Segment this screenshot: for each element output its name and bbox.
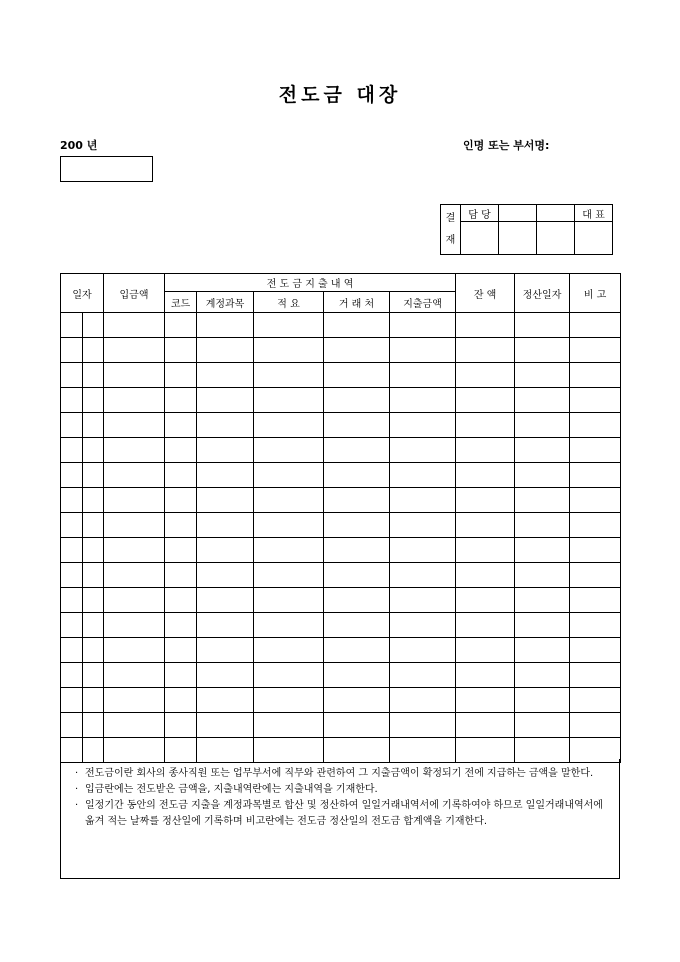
cell-settle-date[interactable] [515,538,570,563]
approval-sign-2[interactable] [499,222,537,255]
cell-account[interactable] [197,488,254,513]
cell-deposit[interactable] [104,338,165,363]
cell-day[interactable] [83,613,104,638]
cell-settle-date[interactable] [515,388,570,413]
cell-balance[interactable] [456,388,515,413]
ledger-row [61,438,621,463]
cell-account[interactable] [197,463,254,488]
cell-expense-amount[interactable] [390,413,456,438]
cell-day[interactable] [83,363,104,388]
header-code: 코드 [165,292,197,313]
cell-account[interactable] [197,663,254,688]
cell-settle-date[interactable] [515,663,570,688]
cell-settle-date[interactable] [515,713,570,738]
cell-remarks[interactable] [570,638,621,663]
cell-summary[interactable] [254,613,324,638]
cell-deposit[interactable] [104,713,165,738]
cell-account[interactable] [197,438,254,463]
cell-day[interactable] [83,338,104,363]
cell-expense-amount[interactable] [390,388,456,413]
cell-settle-date[interactable] [515,688,570,713]
cell-code[interactable] [165,438,197,463]
cell-month[interactable] [61,488,83,513]
cell-month[interactable] [61,588,83,613]
cell-remarks[interactable] [570,438,621,463]
cell-summary[interactable] [254,413,324,438]
cell-month[interactable] [61,513,83,538]
cell-expense-amount[interactable] [390,313,456,338]
cell-settle-date[interactable] [515,413,570,438]
cell-expense-amount[interactable] [390,363,456,388]
cell-month[interactable] [61,713,83,738]
cell-remarks[interactable] [570,363,621,388]
cell-deposit[interactable] [104,588,165,613]
cell-account[interactable] [197,388,254,413]
cell-summary[interactable] [254,663,324,688]
name-or-department-label: 인명 또는 부서명: [463,139,550,152]
cell-summary[interactable] [254,688,324,713]
cell-code[interactable] [165,463,197,488]
cell-settle-date[interactable] [515,563,570,588]
cell-summary[interactable] [254,363,324,388]
cell-month[interactable] [61,688,83,713]
approval-side-label-1: 결 [445,212,456,224]
cell-account[interactable] [197,338,254,363]
cell-expense-amount[interactable] [390,513,456,538]
cell-code[interactable] [165,363,197,388]
cell-day[interactable] [83,638,104,663]
note-item [75,766,609,782]
cell-summary[interactable] [254,313,324,338]
cell-remarks[interactable] [570,463,621,488]
note-text: 일정기간 동안의 전도금 지출을 계정과목별로 합산 및 정산하여 일일거래내역서에 기록하여야 하므로 일일거래내역서에 옮겨 적는 날짜를 정산일에 기록하며 비고란에는 전도금 정산일의 전도금 합계액을 기재한다. [85,800,603,827]
cell-day[interactable] [83,713,104,738]
cell-remarks[interactable] [570,513,621,538]
cell-month[interactable] [61,438,83,463]
cell-settle-date[interactable] [515,588,570,613]
cell-deposit[interactable] [104,488,165,513]
cell-balance[interactable] [456,563,515,588]
cell-balance[interactable] [456,613,515,638]
ledger-table [60,273,621,763]
cell-summary[interactable] [254,488,324,513]
cell-vendor[interactable] [324,463,390,488]
ledger-row [61,688,621,713]
cell-balance[interactable] [456,463,515,488]
cell-day[interactable] [83,388,104,413]
cell-vendor[interactable] [324,688,390,713]
cell-expense-amount[interactable] [390,463,456,488]
ledger-row [61,613,621,638]
header-expense-group: 전 도 금 지 출 내 역 [165,274,456,292]
cell-vendor[interactable] [324,363,390,388]
cell-day[interactable] [83,663,104,688]
cell-settle-date[interactable] [515,338,570,363]
cell-vendor[interactable] [324,413,390,438]
cell-vendor[interactable] [324,713,390,738]
cell-account[interactable] [197,563,254,588]
cell-remarks[interactable] [570,313,621,338]
cell-balance[interactable] [456,513,515,538]
cell-month[interactable] [61,313,83,338]
note-bullet: · [75,768,79,779]
cell-account[interactable] [197,613,254,638]
cell-remarks[interactable] [570,663,621,688]
cell-settle-date[interactable] [515,638,570,663]
cell-summary[interactable] [254,513,324,538]
cell-vendor[interactable] [324,488,390,513]
cell-balance[interactable] [456,688,515,713]
header-summary: 적 요 [254,292,324,313]
cell-day[interactable] [83,513,104,538]
note-item [75,782,609,798]
cell-vendor[interactable] [324,663,390,688]
cell-expense-amount[interactable] [390,688,456,713]
cell-settle-date[interactable] [515,488,570,513]
cell-vendor[interactable] [324,588,390,613]
ledger-row [61,713,621,738]
cell-vendor[interactable] [324,438,390,463]
cell-account[interactable] [197,513,254,538]
cell-balance[interactable] [456,313,515,338]
cell-day[interactable] [83,438,104,463]
cell-code[interactable] [165,563,197,588]
cell-month[interactable] [61,613,83,638]
cell-settle-date[interactable] [515,613,570,638]
cell-deposit[interactable] [104,513,165,538]
cell-expense-amount[interactable] [390,638,456,663]
note-text: 전도금이란 회사의 종사직원 또는 업무부서에 직무와 관련하여 그 지출금액이 확정되기 전에 지급하는 금액을 말한다. [85,768,594,779]
cell-expense-amount[interactable] [390,538,456,563]
approval-sign-3[interactable] [537,222,575,255]
cell-code[interactable] [165,488,197,513]
cell-month[interactable] [61,663,83,688]
cell-account[interactable] [197,538,254,563]
cell-expense-amount[interactable] [390,588,456,613]
ledger-row [61,663,621,688]
cell-vendor[interactable] [324,638,390,663]
cell-account[interactable] [197,363,254,388]
cell-remarks[interactable] [570,688,621,713]
cell-code[interactable] [165,338,197,363]
cell-balance[interactable] [456,663,515,688]
cell-settle-date[interactable] [515,313,570,338]
cell-day[interactable] [83,688,104,713]
cell-deposit[interactable] [104,563,165,588]
header-expense-amount: 지출금액 [390,292,456,313]
cell-balance[interactable] [456,488,515,513]
cell-month[interactable] [61,338,83,363]
header-date: 일자 [61,274,104,313]
cell-deposit[interactable] [104,538,165,563]
cell-deposit[interactable] [104,463,165,488]
ledger-row [61,413,621,438]
cell-vendor[interactable] [324,338,390,363]
note-bullet: · [75,800,79,811]
cell-deposit[interactable] [104,638,165,663]
notes-box [60,759,620,879]
cell-month[interactable] [61,413,83,438]
cell-deposit[interactable] [104,438,165,463]
header-deposit: 입금액 [104,274,165,313]
cell-balance[interactable] [456,538,515,563]
cell-code[interactable] [165,388,197,413]
cell-account[interactable] [197,638,254,663]
cell-summary[interactable] [254,388,324,413]
cell-summary[interactable] [254,588,324,613]
ledger-row [61,388,621,413]
approval-side-label [441,205,461,255]
header-account: 계정과목 [197,292,254,313]
cell-account[interactable] [197,313,254,338]
cell-summary[interactable] [254,638,324,663]
note-bullet: · [75,784,79,795]
ledger-row [61,563,621,588]
cell-code[interactable] [165,588,197,613]
approval-box [440,204,613,255]
cell-settle-date[interactable] [515,363,570,388]
cell-summary[interactable] [254,563,324,588]
cell-summary[interactable] [254,438,324,463]
ledger-row [61,338,621,363]
cell-remarks[interactable] [570,488,621,513]
cell-settle-date[interactable] [515,513,570,538]
cell-deposit[interactable] [104,413,165,438]
cell-balance[interactable] [456,438,515,463]
note-item [75,798,609,830]
cell-vendor[interactable] [324,388,390,413]
cell-day[interactable] [83,588,104,613]
note-text: 입금란에는 전도받은 금액을, 지출내역란에는 지출내역을 기재한다. [85,784,378,795]
cell-code[interactable] [165,538,197,563]
cell-day[interactable] [83,413,104,438]
approval-side-label-2: 재 [445,234,456,246]
cell-deposit[interactable] [104,388,165,413]
cell-summary[interactable] [254,538,324,563]
cell-balance[interactable] [456,363,515,388]
cell-account[interactable] [197,713,254,738]
ledger-row [61,538,621,563]
cell-expense-amount[interactable] [390,613,456,638]
ledger-row [61,588,621,613]
cell-account[interactable] [197,688,254,713]
cell-remarks[interactable] [570,713,621,738]
cell-code[interactable] [165,413,197,438]
cell-month[interactable] [61,638,83,663]
cell-month[interactable] [61,538,83,563]
approval-sign-staff[interactable] [461,222,499,255]
cell-deposit[interactable] [104,313,165,338]
cell-remarks[interactable] [570,538,621,563]
cell-code[interactable] [165,663,197,688]
cell-deposit[interactable] [104,613,165,638]
header-vendor: 거 래 처 [324,292,390,313]
cell-day[interactable] [83,538,104,563]
cell-vendor[interactable] [324,538,390,563]
cell-month[interactable] [61,363,83,388]
cell-expense-amount[interactable] [390,663,456,688]
cell-code[interactable] [165,688,197,713]
cell-settle-date[interactable] [515,438,570,463]
cell-expense-amount[interactable] [390,338,456,363]
cell-day[interactable] [83,463,104,488]
approval-head-3 [537,205,575,222]
cell-balance[interactable] [456,713,515,738]
cell-day[interactable] [83,313,104,338]
cell-code[interactable] [165,638,197,663]
ledger-row [61,638,621,663]
cell-remarks[interactable] [570,613,621,638]
cell-remarks[interactable] [570,388,621,413]
cell-remarks[interactable] [570,588,621,613]
cell-vendor[interactable] [324,563,390,588]
header-balance: 잔 액 [456,274,515,313]
cell-day[interactable] [83,563,104,588]
cell-deposit[interactable] [104,688,165,713]
ledger-row [61,463,621,488]
cell-account[interactable] [197,413,254,438]
header-settle-date: 정산일자 [515,274,570,313]
cell-expense-amount[interactable] [390,563,456,588]
cell-balance[interactable] [456,588,515,613]
cell-expense-amount[interactable] [390,438,456,463]
cell-code[interactable] [165,513,197,538]
cell-account[interactable] [197,588,254,613]
cell-month[interactable] [61,463,83,488]
cell-balance[interactable] [456,638,515,663]
approval-head-ceo: 대 표 [575,205,613,222]
cell-day[interactable] [83,488,104,513]
cell-summary[interactable] [254,463,324,488]
cell-expense-amount[interactable] [390,488,456,513]
cell-deposit[interactable] [104,363,165,388]
cell-balance[interactable] [456,413,515,438]
approval-head-staff: 담 당 [461,205,499,222]
cell-remarks[interactable] [570,338,621,363]
cell-settle-date[interactable] [515,463,570,488]
cell-summary[interactable] [254,338,324,363]
ledger-row [61,488,621,513]
cell-remarks[interactable] [570,563,621,588]
cell-code[interactable] [165,713,197,738]
approval-sign-ceo[interactable] [575,222,613,255]
cell-vendor[interactable] [324,613,390,638]
cell-deposit[interactable] [104,663,165,688]
cell-summary[interactable] [254,713,324,738]
cell-vendor[interactable] [324,313,390,338]
cell-month[interactable] [61,563,83,588]
document-title: 전도금 대장 [278,84,402,106]
cell-code[interactable] [165,613,197,638]
ledger-row [61,513,621,538]
year-input-box[interactable] [60,156,153,182]
cell-remarks[interactable] [570,413,621,438]
year-label: 200 년 [60,139,98,152]
cell-balance[interactable] [456,338,515,363]
cell-code[interactable] [165,313,197,338]
cell-month[interactable] [61,388,83,413]
ledger-row [61,363,621,388]
header-remarks: 비 고 [570,274,621,313]
cell-expense-amount[interactable] [390,713,456,738]
ledger-row [61,313,621,338]
cell-vendor[interactable] [324,513,390,538]
approval-head-2 [499,205,537,222]
